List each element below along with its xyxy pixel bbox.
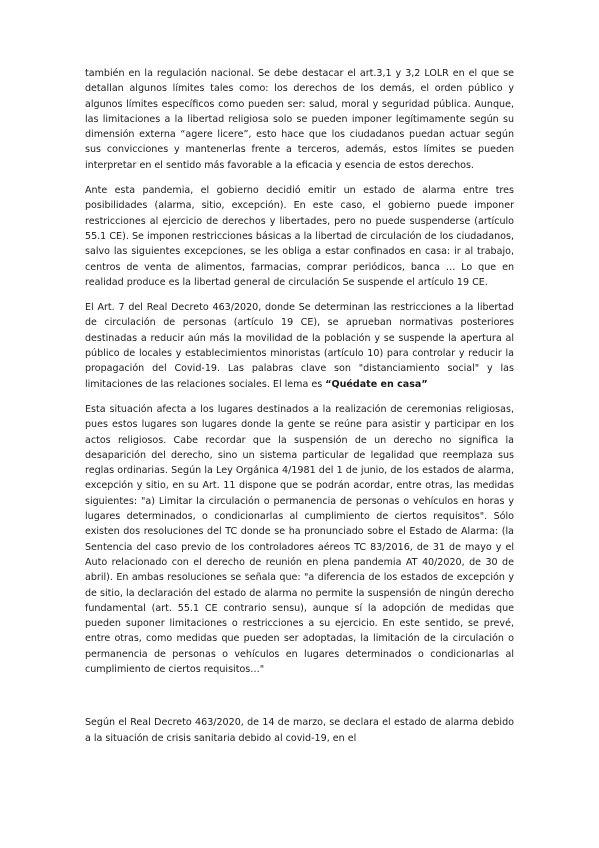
paragraph-4: Esta situación afecta a los lugares destinados a la realización de ceremonias religiosas, pues estos lugares son lugares donde la gente se reúne para asistir y participar en los actos religiosos. Cabe recordar que la suspensión de un derecho no significa la desaparición del derecho, sino un sistema particular de legalidad que reemplaza sus reglas ordinarias. Según la Ley Orgánica 4/1981 del 1 de junio, de los estados de alarma, excepción y sitio, en su Art. 11 dispone que se podrán acordar, entre otras, las medidas siguientes: "a) Limitar la circulación o permanencia de personas o vehículos en horas y lugares determinados, o condicionarlas al cumplimiento de ciertos requisitos". Sólo existen dos resoluciones del TC donde se ha pronunciado sobre el Estado de Alarma: (la Sentencia del caso previo de los controladores aéreos TC 83/2016, de 31 de mayo y el Auto relacionado con el derecho de reunión en plena pandemia AT 40/2020, de 30 de abril). En ambas resoluciones se señala que: "a diferencia de los estados de excepción y de sitio, la declaración del estado de alarma no permite la suspensión de ningún derecho fundamental (art. 55.1 CE contrario sensu), aunque sí la adopción de medidas que pueden suponer limitaciones o restricciones a su ejercicio. En este sentido, se prevé, entre otras, como medidas que pueden ser adoptadas, la limitación de la circulación o permanencia de personas o vehículos en lugares determinados o condicionarlas al cumplimiento de ciertos requisitos…" <box>85 403 514 675</box>
paragraph-5: Según el Real Decreto 463/2020, de 14 de marzo, se declara el estado de alarma debido a la situación de crisis sanitaria debido al covid-19, en el <box>85 717 514 744</box>
paragraph-2: Ante esta pandemia, el gobierno decidió emitir un estado de alarma entre tres posibilidades (alarma, sitio, excepción). En este caso, el gobierno puede imponer restricciones al ejercicio de derechos y libertades, pero no puede suspenderse (artículo 55.1 CE). Se imponen restricciones básicas a la libertad de circulación de los ciudadanos, salvo las siguientes excepciones, se les obliga a estar confinados en casa: ir al trabajo, centros de venta de alimentos, farmacias, comprar periódicos, banca … Lo que en realidad produce es la libertad general de circulación Se suspende el artículo 19 CE. <box>85 185 514 288</box>
paragraph-1: también en la regulación nacional. Se debe destacar el art.3,1 y 3,2 LOLR en el que se detallan algunos límites tales como: los derechos de los demás, el orden público y algunos límites específicos como pueden ser: salud, moral y seguridad pública. Aunque, las limitaciones a la libertad religiosa solo se pueden imponer legítimamente según su dimensión externa “agere licere”, esto hace que los ciudadanos puedan actuar según sus convicciones y mantenerlas frente a terceros, además, estos límites se pueden interpretar en el sentido más favorable a la eficacia y esencia de estos derechos. <box>85 68 514 171</box>
motto-bold: “Quédate en casa” <box>325 378 428 390</box>
paragraph-3-text: El Art. 7 del Real Decreto 463/2020, donde Se determinan las restricciones a la libertad de circulación de personas (artículo 19 CE), se aprueban normativas posteriores destinadas a reducir aún más la movilidad de la población y se suspende la apertura al público de locales y establecimientos minoristas (artículo 10) para controlar y reducir la propagación del Covid-19. Las palabras clave son "distanciamiento social" y las limitaciones de las relaciones sociales. El lema es <box>85 302 514 390</box>
paragraph-3 <box>85 300 514 392</box>
